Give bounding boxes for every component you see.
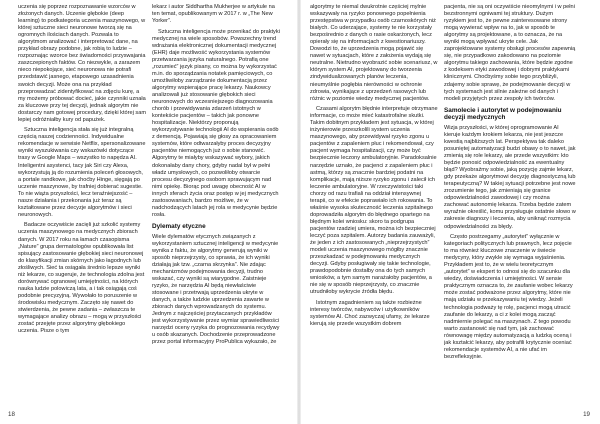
section-heading: Samolecie i autorytet w podejmowaniu decyzji medycznych bbox=[444, 106, 562, 122]
paragraph: Badacze oczywiście zacięli już szkolić systemy uczenia maszynowego na medycznych zbiorach danych. W 2017 roku na łamach czasopisma „Nature” grupa dermatologów opublikowała list spisujący zastosowanie głębokiej sieci neuronowej do klasyfikacji zmian skórnych jako łagodnych lub złośliwych. Sieć ta osiągała średnio lepsze wyniki niż lekarze, co sugeruje, że technologia zdolna jest dorównywać ogranowej umiejętności, na których nauka ludzie polowiczą lata, a i tak osiągają coś podobnie precyzyjną. Wywołało to poruszenie w środowisku medycznym. Zaczęto się nawet do stwierdzenia, że pewne zadania – zwłaszcza te wymagające analizy obrazu – mogą w przyszłości zostać przejęte przez algorytmy głębokiego uczenia. Pisze o tym bbox=[18, 222, 145, 335]
paragraph: Często postrzegamy „autorytet” wyłącznie w kategoriach politycznych lub prawnych, lecz pojęcie to ma również kluczowe znaczenie w świecie medycyny, który zwykle się wymaga wyjaśnienia. Przykładem jest to, że w wielu teoretycznym „autorytet” w ekspert to odnosi się do szacunku dla wiedzy, doświadczenia i umiejętności. W sensie praktycznym oznacza to, że zaufanie wobec lekarzy może zostać podważone przez algorytmy, które nie mają udziału w przekazywaniu tej wiedzy. Jeżeli technologia podważy tę rolę, pacjenci mogą utracić zaufanie do lekarzy, a ci z kolei mogą zacząć nadmiernie polegać na maszynach. Z tego powodu warto zastanowić się nad tym, jak zachować równowagę między automatyzacją a ludzką oceną i jak kształcić lekarzy, aby potrafili krytycznie oceniać rekomendacje systemów AI, a nie ufać im bezrefleksyjnie. bbox=[444, 234, 573, 360]
paragraph: Wizja przyszłości, w której oprogramowanie AI kieruje każdym krokiem lekarza, nie jest jeszcze kwestią najbliższych lat. Perspektywa tak daleko posuniętej automatyzacji budzi obawy o to nawet, jak zmienią się role lekarzy, ale przede wszystkim: kto będzie ponosić odpowiedzialność za ewentualny błąd? Wyobraźmy sobie, jaką pozycję zajmie lekarz, gdy przekaże algorytmowi decyzję diagnostyczną lub terapeutyczną? W takiej sytuacji potrzebne jest nowe zrozumienie tego, jak zmieniają się granice odpowiedzialności zawodowej i czy można zachować autonomię lekarza. Trzeba będzie zatem wyraźnie określić, komu przysługuje ostatnie słowo w zakresie diagnozy i leczenia, aby uniknąć rozmycia odpowiedzialności za błędy. bbox=[444, 124, 576, 230]
left-column-2 bbox=[152, 4, 280, 350]
left-column-1 bbox=[18, 4, 146, 339]
paragraph: Czasami algorytm błędnie interpretuje otrzymane informacje, co może mieć katastrofalne skutki. Takim dobitnym przykładem jest sytuacja, w której inżynierowie przeszkolili system uczenia maszynowego, aby przewidywał ryzyko zgonu u pacjentów z zapaleniem płuc i rekomendował, czy pacjent wymaga hospitalizacji, czy może być bezpiecznie leczony ambulatoryjnie. Paradoksalnie narzędzie uznało, że pacjenci z zapaleniem płuc i astmą, którzy są znacznie bardziej podatni na komplikacje, mają niższe ryzyko zgonu i zalecił ich leczenie ambulatoryjne. W rzeczywistości taki chorzy od razu trafiali na oddział intensywnej terapii, co w efekcie poprawiało ich rokowania. To właśnie wysoka skuteczność leczenia szpitalnego doprowadziła algorytm do błędnego opartego na błędnym kolei wniosku: skoro ta podgrupa pacjentów rzadziej umiera, można ich bezpieczniej leczyć poza szpitalem. Autorzy badania zauważyli, że jeden z ich zastosowanych „nieprzejrzystych” modeli uczenia maszynowego mógłby znacznie przeszkadzać w podejmowaniu medycznych decyzji. Gdyby posługiwały się takie technologie, prawdopodobnie dostałby ona do tych samych wniosków, a tym samym narażałoby pacjentów, a nie się w sposób nieprzejrzysty, co znacznie utrudniłoby wykrycie źródła błędu. bbox=[310, 106, 438, 296]
section-heading: Dylematy etyczne bbox=[152, 222, 206, 230]
paragraph: algorytmy te niemal dwukrotnie częściej mylnie wskazywały na ryzyko ponownego popełnienia przestępstwa w przypadku osób czarnoskórych niż białych. Co uderzające, systemy te nie korzystały bezpośrednio z danych o rasie oskarżonych, lecz opierały się na informacjach z kwestionariuszy. Dowodzi to, że uprzedzenia mogą pojawić się nawet w sytuacjach, które z założenia wydają się neutralne. Nietrudno wyobrazić sobie scenariusz, w którym system AI, projektowany do tworzenia zindywidualizowanych planów leczenia, nieumyślnie pogłębia nierówności w ochronie zdrowia, wynikające z uprzedzeń rasowych lub różnic w poziomie wiedzy medycznej pacjentów. bbox=[310, 4, 438, 102]
page-number-right: 19 bbox=[583, 411, 590, 418]
page-number-left: 18 bbox=[8, 411, 15, 418]
paragraph: Istotnym zagadnieniem są także rozbieżne interesy twórców, nabywców i użytkowników systemów AI. Choć zazwyczaj ufamy, że lekarze kierują się przede wszystkim dobrem bbox=[310, 299, 430, 328]
paragraph: Sztuczna inteligencja stała się już integralną częścią naszej codzienności. Indywidualne rekomendacje w serwisie Netflix, spersonalizowane wyniki wyszukiwania czy wskazówki dotyczące trasy w Google Maps – wszystko to napędza AI. Inteligentni asystenci, tacy jak Siri czy Alexa, wykorzystują ją do rozumienia poleceń głosowych, a portale randkowe, jak choćby Hinge, sięgają po uczenie maszynowe, by trafniej dobierać sugestie. To nie wiąża przyszłości, lecz teraźniejszość – nasze działania i przekonania już teraz są kształtowane przez decyzje algorytmów i sieci neuronowych. bbox=[18, 127, 146, 218]
right-column-2 bbox=[444, 4, 576, 364]
paragraph: pacjenta, nie są oni oczywiście nieomylnymi i w pełni bezstronnymi ogniwami tej struktury. Dużym ryzykiem jest to, że pewne zainteresowane strony mogą wywierać wpływ na to, jak w sposób te algorytmy są projektowane, a to oznacza, że na wyniki mogą wpływać ukryte cele. Jak zaprojektowane systemy obsługi procesów zapewnią się, nie przypadkowo zakodowano na poziomie algorytmu takiego zachowania, które będzie zgodne z kodeksem etyki zawodowej i dobrymi praktykami klinicznymi. Choćbyśmy sobie tego przybliżyli, zdajemy sobie sprawę, że podejmowanie decyzji w tych systemach jest silnie zależne od danych i modeli przyjętych przez zespoły ich twórców. bbox=[444, 4, 576, 102]
paragraph: uczenia się poprzez rozpoznawanie wzorców w złożonych danych. Uczenie głębokie (deep learning) to podkategoria uczenia maszynowego, w której sztuczne sieci neuronowe tworzą się na ogromnych ilościach danych. Pozwala to algorytmom analizować i interpretować dane, na przykład obrazy podobne, jak robią to ludzie – rozpoznając wzorce bez świadomości przyswajania zaszczepionych faktów. Co niezwykle, a zarazem nieco niepokojące, sieć neuronowa nie potrafi przedstawić jasnego, etapowego uzasadnienia swoich decyzji. Może ona na przykład przeprowadzać zidentyfikować na zdjęciu kurę, a my możemy próbować docieć, jakie czynniki uznała za kluczowe przy tej decyzji, jednak algorytm nie dostarczy nam gotowej procedury, dzięki której sam lepiej odróżniałby kury od papużek. bbox=[18, 4, 146, 123]
paragraph: Sztuczna inteligencja może przenikać do praktyki medycznej na wiele sposobów. Powszechny trend wdrażania elektronicznej dokumentacji medycznej (EHR) daje możliwość wykorzystania systemów przetwarzania języka naturalnego. Potrafią one „rozumieć” język pisany, co można by wykorzystać m.in. do sporządzania notatek pamięciowych, co umożliwiłoby zarządzanie dokumentacją przez algorytmy wspierające pracę lekarzy. Naukowcy analizowali już stosowanie głębokich sieci neuronowych do wczesniejszego diagnozowania chorób i przewidywania zdarzeń istotnych w kontekście pacjentów – takich jak ponowne hospitalizacje. Niektórzy proponują wykorzystywanie technologii AI do wspierania osób z demencją. Pojawiają się głosy za opracowaniem systemów, które odtwarzałyby proces decyzyjny pacjentów niemogących już o sobie stanowić. Algorytmy te miałyby wskazywać wybory, jakich dokonałaby dany chory, gdyby nadal był w pełni władz umysłowych, co pozwoliłoby otwarcie procesu decyzyjnego osobom sprawującym nad nimi opiekę. Biorąc pod uwagę obecność AI w innych sferach życia oraz postęp w jej medycznych zastosowaniach, bardzo możliwe, że w nadchodzących latach jej rola w medycynie będzie rosła. bbox=[152, 28, 280, 218]
left-page bbox=[0, 0, 298, 424]
paragraph: lekarz i autor Siddhartha Mukherjee w artykule na ten temat, opublikowanym w 2017 r. w „The New Yorker”. bbox=[152, 4, 275, 25]
right-column-1 bbox=[310, 4, 438, 332]
right-page bbox=[300, 0, 600, 424]
paragraph: Wiele dylematów etycznych związanych z wykorzystaniem sztucznej inteligencji w medycynie wynika z faktu, że algorytmy generują wyniki w sposób nieprzejrzysty, co sprawia, że ich wyniki działają jak tzw. „czarna skrzynka”. Nie zdając mechanizmów podejmowania decyzji, trudno wskazać, czy wyniki są wiarygodne. Zaistnieje ryzyko, że narzędzia AI będą niewłaściwie stosowane i przetrwają uprzedzenia ukryte w danych, a także ludzkie uprzedzenia zawarte w zbiorach danych wprowadzanych do systemu. Jednym z najczęściej przytaczanych przykładów jest wykorzystywanie przez wymiar sprawiedliwości narzędzi oceny ryzyka do prognozowania recydywy u osób skazanych. Dochodzenie przeprowadzone przez portal informacyjny ProPublica wykazało, że bbox=[152, 233, 280, 346]
